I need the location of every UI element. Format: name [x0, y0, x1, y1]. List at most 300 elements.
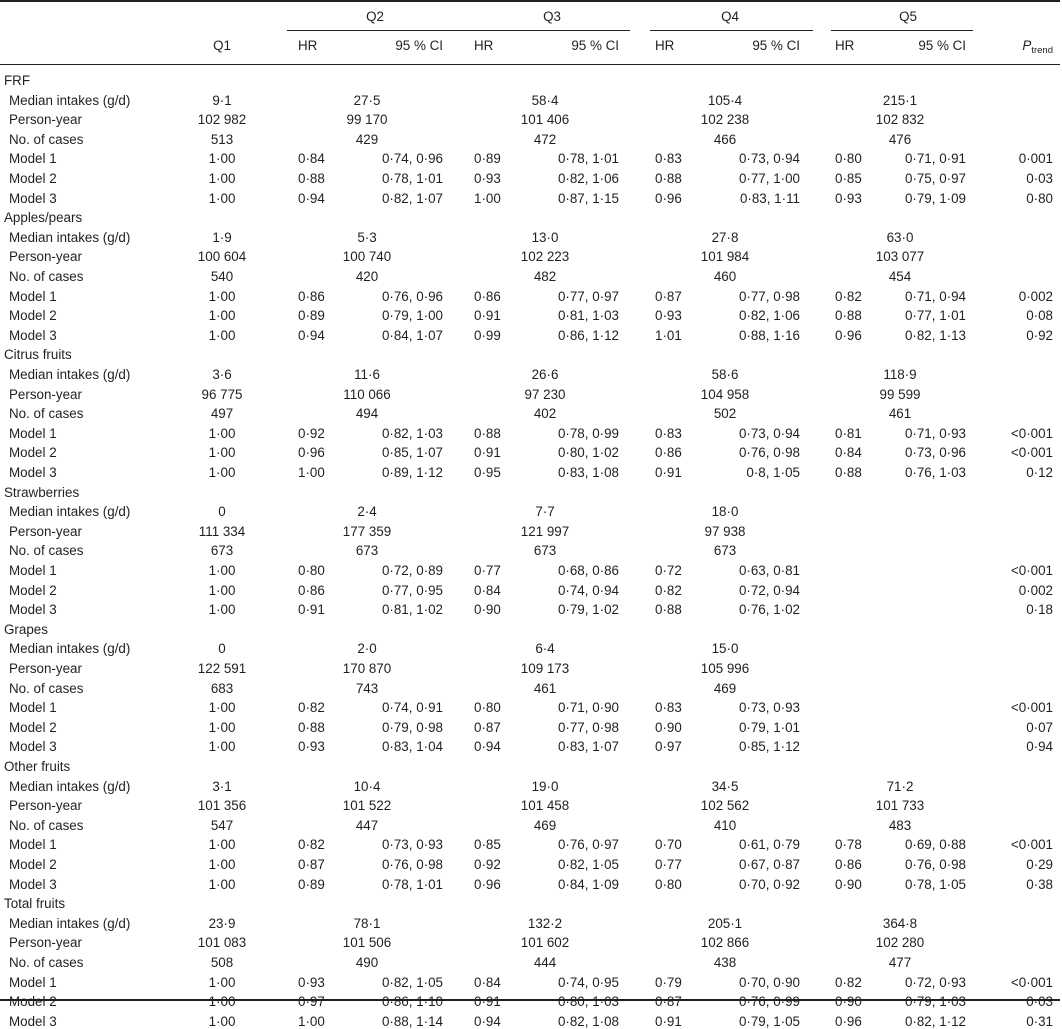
- ci-value: 0·84, 1·09: [557, 876, 619, 892]
- person-year-value: 104 958: [700, 386, 750, 402]
- p-trend-value: 0·07: [1026, 719, 1053, 735]
- hr-value: 0·86: [298, 288, 325, 304]
- ci-value: 0·88, 1·14: [381, 1013, 443, 1029]
- ci-value: 0·73, 0·96: [904, 445, 966, 461]
- p-trend-value: 0·08: [1026, 308, 1053, 324]
- header-rule: [0, 64, 1060, 65]
- no-of-cases-value: 410: [713, 817, 737, 833]
- section-title: Apples/pears: [4, 210, 83, 226]
- ci-value: 0·85, 1·07: [381, 445, 443, 461]
- no-of-cases-value: 547: [210, 817, 234, 833]
- model-label: Model 3: [9, 876, 57, 892]
- hr-value: 1·00: [298, 1013, 325, 1029]
- hr-value: 0·97: [298, 994, 325, 1010]
- person-year-value: 97 230: [524, 386, 566, 402]
- hr-value: 0·89: [298, 876, 325, 892]
- hr-value: 0·80: [298, 563, 325, 578]
- hr-value: 0·81: [835, 425, 862, 441]
- median-intakes-value: 18·0: [711, 504, 739, 520]
- hr-value: 0·80: [835, 151, 862, 167]
- ci-value: 0·79, 1·02: [557, 602, 619, 618]
- hr-value: 0·93: [835, 190, 862, 206]
- person-year-value: 102 832: [875, 112, 925, 128]
- ci-value: 0·77, 1·00: [738, 171, 800, 186]
- no-of-cases-value: 494: [355, 406, 379, 422]
- hr-value: 0·82: [298, 700, 325, 716]
- hr-value: 0·96: [835, 327, 862, 343]
- section-title: Citrus fruits: [4, 347, 72, 363]
- ci-value: 0·72, 0·94: [738, 582, 800, 598]
- no-of-cases-value: 429: [355, 131, 379, 147]
- median-intakes-value: 105·4: [707, 92, 743, 108]
- hr-value: 0·82: [835, 974, 862, 990]
- no-of-cases-value: 508: [210, 955, 234, 970]
- group-header-q5: Q5: [899, 9, 917, 24]
- hr-value: 0·91: [298, 602, 325, 618]
- q1-reference-value: 1·00: [208, 151, 236, 167]
- median-intakes-value: 3·6: [212, 367, 232, 382]
- hr-value: 0·94: [474, 739, 501, 755]
- ci-value: 0·81, 1·03: [557, 308, 619, 324]
- no-of-cases-label: No. of cases: [9, 406, 84, 422]
- hr-value: 0·86: [474, 288, 501, 304]
- ci-value: 0·74, 0·91: [381, 700, 443, 716]
- p-trend-value: 0·001: [1018, 151, 1053, 167]
- hr-value: 0·94: [298, 190, 325, 206]
- person-year-value: 101 506: [342, 935, 392, 951]
- q2-group-line: [287, 30, 467, 31]
- section-title: Total fruits: [4, 896, 66, 912]
- ci-value: 0·72, 0·89: [381, 563, 443, 578]
- no-of-cases-label: No. of cases: [9, 955, 84, 970]
- median-intakes-label: Median intakes (g/d): [9, 915, 131, 931]
- ci-value: 0·86, 1·12: [557, 327, 619, 343]
- median-intakes-value: 63·0: [886, 229, 914, 245]
- group-header-q3: Q3: [543, 9, 561, 24]
- ci-value: 0·82, 1·12: [904, 1013, 966, 1029]
- ci-value: 0·78, 1·01: [381, 171, 443, 186]
- ci-value: 0·79, 0·98: [381, 719, 443, 735]
- no-of-cases-value: 454: [888, 269, 912, 284]
- no-of-cases-value: 477: [888, 955, 912, 970]
- q1-reference-value: 1·00: [208, 974, 236, 990]
- median-intakes-value: 71·2: [886, 778, 914, 794]
- no-of-cases-label: No. of cases: [9, 269, 84, 284]
- median-intakes-value: 9·1: [212, 92, 232, 108]
- no-of-cases-value: 402: [533, 406, 557, 422]
- ci-value: 0·76, 0·96: [381, 288, 443, 304]
- hr-value: 0·93: [474, 171, 501, 186]
- hr-value: 0·99: [474, 327, 501, 343]
- col-header-hr: HR: [474, 38, 494, 53]
- no-of-cases-value: 673: [355, 543, 379, 559]
- group-header-q2: Q2: [366, 9, 384, 24]
- ci-value: 0·73, 0·93: [738, 700, 800, 716]
- median-intakes-value: 13·0: [531, 229, 559, 245]
- q3-group-line: [467, 30, 630, 31]
- ci-value: 0·71, 0·90: [557, 700, 619, 716]
- hr-value: 0·88: [835, 465, 862, 480]
- col-header-p-trend: [1022, 39, 1053, 56]
- person-year-label: Person-year: [9, 661, 82, 676]
- hr-value: 0·88: [835, 308, 862, 324]
- person-year-value: 99 599: [879, 386, 921, 402]
- person-year-value: 122 591: [197, 661, 247, 676]
- hr-value: 0·90: [835, 994, 862, 1010]
- model-label: Model 3: [9, 1013, 57, 1029]
- p-trend-value: 0·92: [1026, 327, 1053, 343]
- section-title: FRF: [4, 73, 31, 88]
- ci-value: 0·61, 0·79: [738, 837, 800, 853]
- model-label: Model 2: [9, 719, 57, 735]
- q1-reference-value: 1·00: [208, 739, 236, 755]
- col-header-hr: HR: [655, 38, 675, 53]
- hr-value: 0·72: [655, 563, 682, 578]
- p-trend-value: 0·31: [1026, 1013, 1053, 1029]
- no-of-cases-value: 460: [713, 269, 737, 284]
- no-of-cases-value: 461: [888, 406, 912, 422]
- hr-value: 0·91: [474, 994, 501, 1010]
- ci-value: 0·82, 1·07: [381, 190, 443, 206]
- median-intakes-value: 58·4: [531, 92, 559, 108]
- p-trend-value: 0·002: [1018, 288, 1053, 304]
- q1-reference-value: 1·00: [208, 700, 236, 716]
- median-intakes-label: Median intakes (g/d): [9, 641, 131, 657]
- ci-value: 0·72, 0·93: [904, 974, 966, 990]
- p-trend-value: 0·29: [1026, 857, 1053, 872]
- ci-value: 0·63, 0·81: [738, 563, 800, 578]
- no-of-cases-value: 502: [713, 406, 737, 422]
- ci-value: 0·84, 1·07: [381, 327, 443, 343]
- ci-value: 0·77, 0·98: [738, 288, 800, 304]
- person-year-value: 101 984: [700, 249, 750, 265]
- section-title: Other fruits: [4, 759, 71, 774]
- person-year-value: 97 938: [704, 523, 746, 539]
- person-year-label: Person-year: [9, 523, 82, 539]
- person-year-value: 101 406: [520, 112, 570, 128]
- person-year-value: 102 280: [875, 935, 925, 951]
- hr-value: 0·90: [474, 602, 501, 618]
- model-label: Model 3: [9, 465, 57, 480]
- p-trend-value: 0·18: [1026, 602, 1053, 618]
- q1-reference-value: 1·00: [208, 190, 236, 206]
- hr-value: 0·83: [655, 425, 682, 441]
- median-intakes-value: 58·6: [711, 367, 739, 382]
- ci-value: 0·89, 1·12: [381, 465, 443, 480]
- ci-value: 0·73, 0·93: [381, 837, 443, 853]
- median-intakes-value: 78·1: [353, 915, 381, 931]
- ci-value: 0·83, 1·04: [381, 739, 443, 755]
- median-intakes-value: 6·4: [535, 641, 555, 657]
- median-intakes-value: 34·5: [711, 778, 739, 794]
- p-letter: P: [1022, 38, 1032, 53]
- ci-value: 0·80, 1·02: [557, 445, 619, 461]
- q1-reference-value: 1·00: [208, 994, 236, 1010]
- ci-value: 0·77, 1·01: [904, 308, 966, 324]
- no-of-cases-value: 482: [533, 269, 557, 284]
- person-year-value: 96 775: [201, 386, 243, 402]
- ci-value: 0·78, 1·01: [381, 876, 443, 892]
- person-year-value: 100 740: [342, 249, 392, 265]
- ci-value: 0·76, 1·02: [738, 602, 800, 618]
- no-of-cases-value: 673: [713, 543, 737, 559]
- person-year-value: 101 083: [197, 935, 247, 951]
- hr-value: 0·87: [655, 994, 682, 1010]
- col-header-q1: Q1: [213, 38, 231, 53]
- col-header-ci: 95 % CI: [395, 38, 443, 53]
- hr-value: 0·78: [835, 837, 862, 853]
- model-label: Model 3: [9, 190, 57, 206]
- hr-value: 0·91: [474, 445, 501, 461]
- hr-value: 0·77: [474, 563, 501, 578]
- p-trend-value: 0·80: [1026, 190, 1053, 206]
- p-trend-value: 0·94: [1026, 739, 1053, 755]
- no-of-cases-value: 483: [888, 817, 912, 833]
- hr-value: 0·82: [298, 837, 325, 853]
- ci-value: 0·82, 1·13: [904, 327, 966, 343]
- ci-value: 0·79, 1·00: [381, 308, 443, 324]
- q1-reference-value: 1·00: [208, 876, 236, 892]
- hr-value: 0·91: [474, 308, 501, 324]
- ci-value: 0·76, 0·98: [904, 857, 966, 872]
- hr-value: 0·80: [655, 876, 682, 892]
- ci-value: 0·78, 1·01: [557, 151, 619, 167]
- person-year-label: Person-year: [9, 935, 82, 951]
- hr-value: 0·89: [298, 308, 325, 324]
- no-of-cases-value: 469: [533, 817, 557, 833]
- no-of-cases-value: 472: [533, 131, 557, 147]
- model-label: Model 2: [9, 171, 57, 186]
- ci-value: 0·76, 0·97: [557, 837, 619, 853]
- ci-value: 0·77, 0·98: [557, 719, 619, 735]
- median-intakes-label: Median intakes (g/d): [9, 229, 131, 245]
- no-of-cases-value: 447: [355, 817, 379, 833]
- no-of-cases-value: 497: [210, 406, 234, 422]
- no-of-cases-label: No. of cases: [9, 680, 84, 696]
- section-title: Strawberries: [4, 484, 80, 500]
- median-intakes-label: Median intakes (g/d): [9, 92, 131, 108]
- ci-value: 0·76, 0·98: [738, 445, 800, 461]
- ci-value: 0·85, 1·12: [738, 739, 800, 755]
- model-label: Model 3: [9, 602, 57, 618]
- hr-value: 0·96: [655, 190, 682, 206]
- ci-value: 0·73, 0·94: [738, 425, 800, 441]
- no-of-cases-value: 444: [533, 955, 557, 970]
- person-year-value: 102 982: [197, 112, 247, 128]
- ci-value: 0·82, 1·05: [557, 857, 619, 872]
- q1-reference-value: 1·00: [208, 425, 236, 441]
- median-intakes-value: 364·8: [882, 915, 918, 931]
- person-year-value: 170 870: [342, 661, 392, 676]
- hr-value: 0·85: [835, 171, 862, 186]
- no-of-cases-value: 683: [210, 680, 234, 696]
- section-title: Grapes: [4, 621, 48, 637]
- hr-value: 0·92: [298, 425, 325, 441]
- model-label: Model 1: [9, 288, 57, 304]
- ci-value: 0·82, 1·06: [557, 171, 619, 186]
- median-intakes-value: 205·1: [707, 915, 743, 931]
- col-header-ci: 95 % CI: [571, 38, 619, 53]
- ci-value: 0·78, 0·99: [557, 425, 619, 441]
- hr-value: 0·96: [298, 445, 325, 461]
- median-intakes-value: 215·1: [882, 92, 918, 108]
- hr-value: 0·84: [835, 445, 862, 461]
- q1-reference-value: 1·00: [208, 1013, 236, 1029]
- no-of-cases-value: 540: [210, 269, 234, 284]
- ci-value: 0·82, 1·03: [381, 425, 443, 441]
- hr-value: 0·95: [474, 465, 501, 480]
- person-year-value: 101 522: [342, 798, 392, 814]
- hr-value: 0·92: [474, 857, 501, 872]
- median-intakes-value: 132·2: [527, 915, 563, 931]
- median-intakes-value: 2·4: [357, 504, 377, 520]
- hr-value: 0·70: [655, 837, 682, 853]
- person-year-label: Person-year: [9, 798, 82, 814]
- hr-value: 0·86: [835, 857, 862, 872]
- no-of-cases-value: 461: [533, 680, 557, 696]
- person-year-value: 101 458: [520, 798, 570, 814]
- ci-value: 0·79, 1·05: [738, 1013, 800, 1029]
- median-intakes-value: 11·6: [354, 367, 380, 382]
- ci-value: 0·74, 0·96: [381, 151, 443, 167]
- ci-value: 0·67, 0·87: [738, 857, 800, 872]
- model-label: Model 1: [9, 700, 57, 716]
- p-trend-value: 0·38: [1026, 876, 1053, 892]
- model-label: Model 1: [9, 563, 57, 578]
- ci-value: 0·83, 1·08: [557, 465, 619, 480]
- median-intakes-value: 0: [218, 504, 226, 520]
- person-year-value: 102 238: [700, 112, 750, 128]
- median-intakes-value: 26·6: [531, 367, 559, 382]
- hr-value: 0·97: [655, 739, 682, 755]
- hr-value: 0·84: [474, 582, 501, 598]
- q1-reference-value: 1·00: [208, 582, 236, 598]
- median-intakes-value: 7·7: [535, 504, 555, 520]
- q1-reference-value: 1·00: [208, 445, 236, 461]
- hr-value: 0·82: [655, 582, 682, 598]
- ci-value: 0·77, 0·95: [381, 582, 443, 598]
- no-of-cases-value: 673: [210, 543, 234, 559]
- person-year-value: 102 562: [700, 798, 750, 814]
- no-of-cases-label: No. of cases: [9, 131, 84, 147]
- hr-value: 0·88: [298, 171, 325, 186]
- q5-group-line: [831, 30, 973, 31]
- no-of-cases-value: 513: [210, 131, 234, 147]
- ci-value: 0·71, 0·94: [904, 288, 966, 304]
- p-trend-value: 0·002: [1018, 582, 1053, 598]
- group-header-q4: Q4: [721, 9, 739, 24]
- person-year-value: 101 602: [520, 935, 570, 951]
- ci-value: 0·76, 1·03: [904, 465, 966, 480]
- person-year-value: 99 170: [346, 112, 388, 128]
- p-trend-value: <0·001: [1010, 425, 1053, 441]
- hr-value: 0·94: [298, 327, 325, 343]
- model-label: Model 2: [9, 582, 57, 598]
- q4-group-line: [650, 30, 813, 31]
- q1-reference-value: 1·00: [208, 602, 236, 618]
- hr-value: 1·00: [474, 190, 501, 206]
- ci-value: 0·76, 0·99: [738, 994, 800, 1010]
- hr-value: 0·87: [298, 857, 325, 872]
- ci-value: 0·76, 0·98: [381, 857, 443, 872]
- median-intakes-value: 2·0: [357, 641, 377, 657]
- person-year-value: 121 997: [520, 523, 570, 539]
- model-label: Model 3: [9, 739, 57, 755]
- hr-value: 0·79: [655, 974, 682, 990]
- hr-value: 0·93: [298, 974, 325, 990]
- col-header-ci: 95 % CI: [752, 38, 800, 53]
- no-of-cases-value: 743: [355, 680, 379, 696]
- ci-value: 0·69, 0·88: [904, 837, 966, 853]
- p-trend-value: 0·03: [1026, 994, 1053, 1010]
- no-of-cases-label: No. of cases: [9, 817, 84, 833]
- median-intakes-label: Median intakes (g/d): [9, 504, 131, 520]
- ci-value: 0·71, 0·93: [904, 425, 966, 441]
- ci-value: 0·74, 0·95: [557, 974, 619, 990]
- no-of-cases-value: 438: [713, 955, 737, 970]
- q1-reference-value: 1·00: [208, 171, 236, 186]
- hr-value: 0·88: [474, 425, 501, 441]
- no-of-cases-value: 490: [355, 955, 379, 970]
- col-header-hr: HR: [298, 38, 318, 53]
- person-year-label: Person-year: [9, 112, 82, 128]
- ci-value: 0·88, 1·16: [738, 327, 800, 343]
- hr-value: 0·96: [835, 1013, 862, 1029]
- median-intakes-value: 118·9: [883, 367, 917, 382]
- ci-value: 0·8, 1·05: [746, 465, 800, 480]
- hr-value: 0·82: [835, 288, 862, 304]
- person-year-value: 101 356: [197, 798, 247, 814]
- ci-value: 0·79, 1·01: [738, 719, 800, 735]
- p-trend-value: <0·001: [1010, 445, 1053, 461]
- q1-reference-value: 1·00: [208, 465, 236, 480]
- no-of-cases-value: 673: [533, 543, 557, 559]
- person-year-label: Person-year: [9, 249, 82, 265]
- ci-value: 0·79, 1·09: [904, 190, 966, 206]
- ci-value: 0·70, 0·92: [738, 876, 800, 892]
- no-of-cases-value: 476: [888, 131, 912, 147]
- ci-value: 0·77, 0·97: [557, 288, 619, 304]
- ci-value: 0·82, 1·06: [738, 308, 800, 324]
- q1-reference-value: 1·00: [208, 308, 236, 324]
- hr-value: 0·90: [655, 719, 682, 735]
- model-label: Model 3: [9, 327, 57, 343]
- ci-value: 0·78, 1·05: [904, 876, 966, 892]
- median-intakes-label: Median intakes (g/d): [9, 367, 131, 382]
- model-label: Model 1: [9, 425, 57, 441]
- hr-value: 0·89: [474, 151, 501, 167]
- ci-value: 0·68, 0·86: [557, 563, 619, 578]
- ci-value: 0·83, 1·07: [557, 739, 619, 755]
- median-intakes-value: 27·5: [353, 92, 381, 108]
- person-year-value: 110 066: [343, 386, 391, 402]
- hr-value: 0·84: [474, 974, 501, 990]
- q1-reference-value: 1·00: [208, 857, 236, 872]
- ci-value: 0·86, 1·10: [381, 994, 443, 1010]
- no-of-cases-value: 420: [355, 269, 379, 284]
- col-header-hr: HR: [835, 38, 855, 53]
- median-intakes-value: 19·0: [531, 778, 559, 794]
- hr-value: 0·85: [474, 837, 501, 853]
- col-header-ci: 95 % CI: [918, 38, 966, 53]
- q1-reference-value: 1·00: [208, 837, 236, 853]
- ci-value: 0·74, 0·94: [557, 582, 619, 598]
- median-intakes-value: 10·4: [353, 778, 381, 794]
- hr-value: 0·84: [298, 151, 325, 167]
- hr-value: 1·00: [298, 465, 325, 480]
- p-trend-value: 0·12: [1026, 465, 1053, 480]
- hr-value: 0·91: [655, 1013, 682, 1029]
